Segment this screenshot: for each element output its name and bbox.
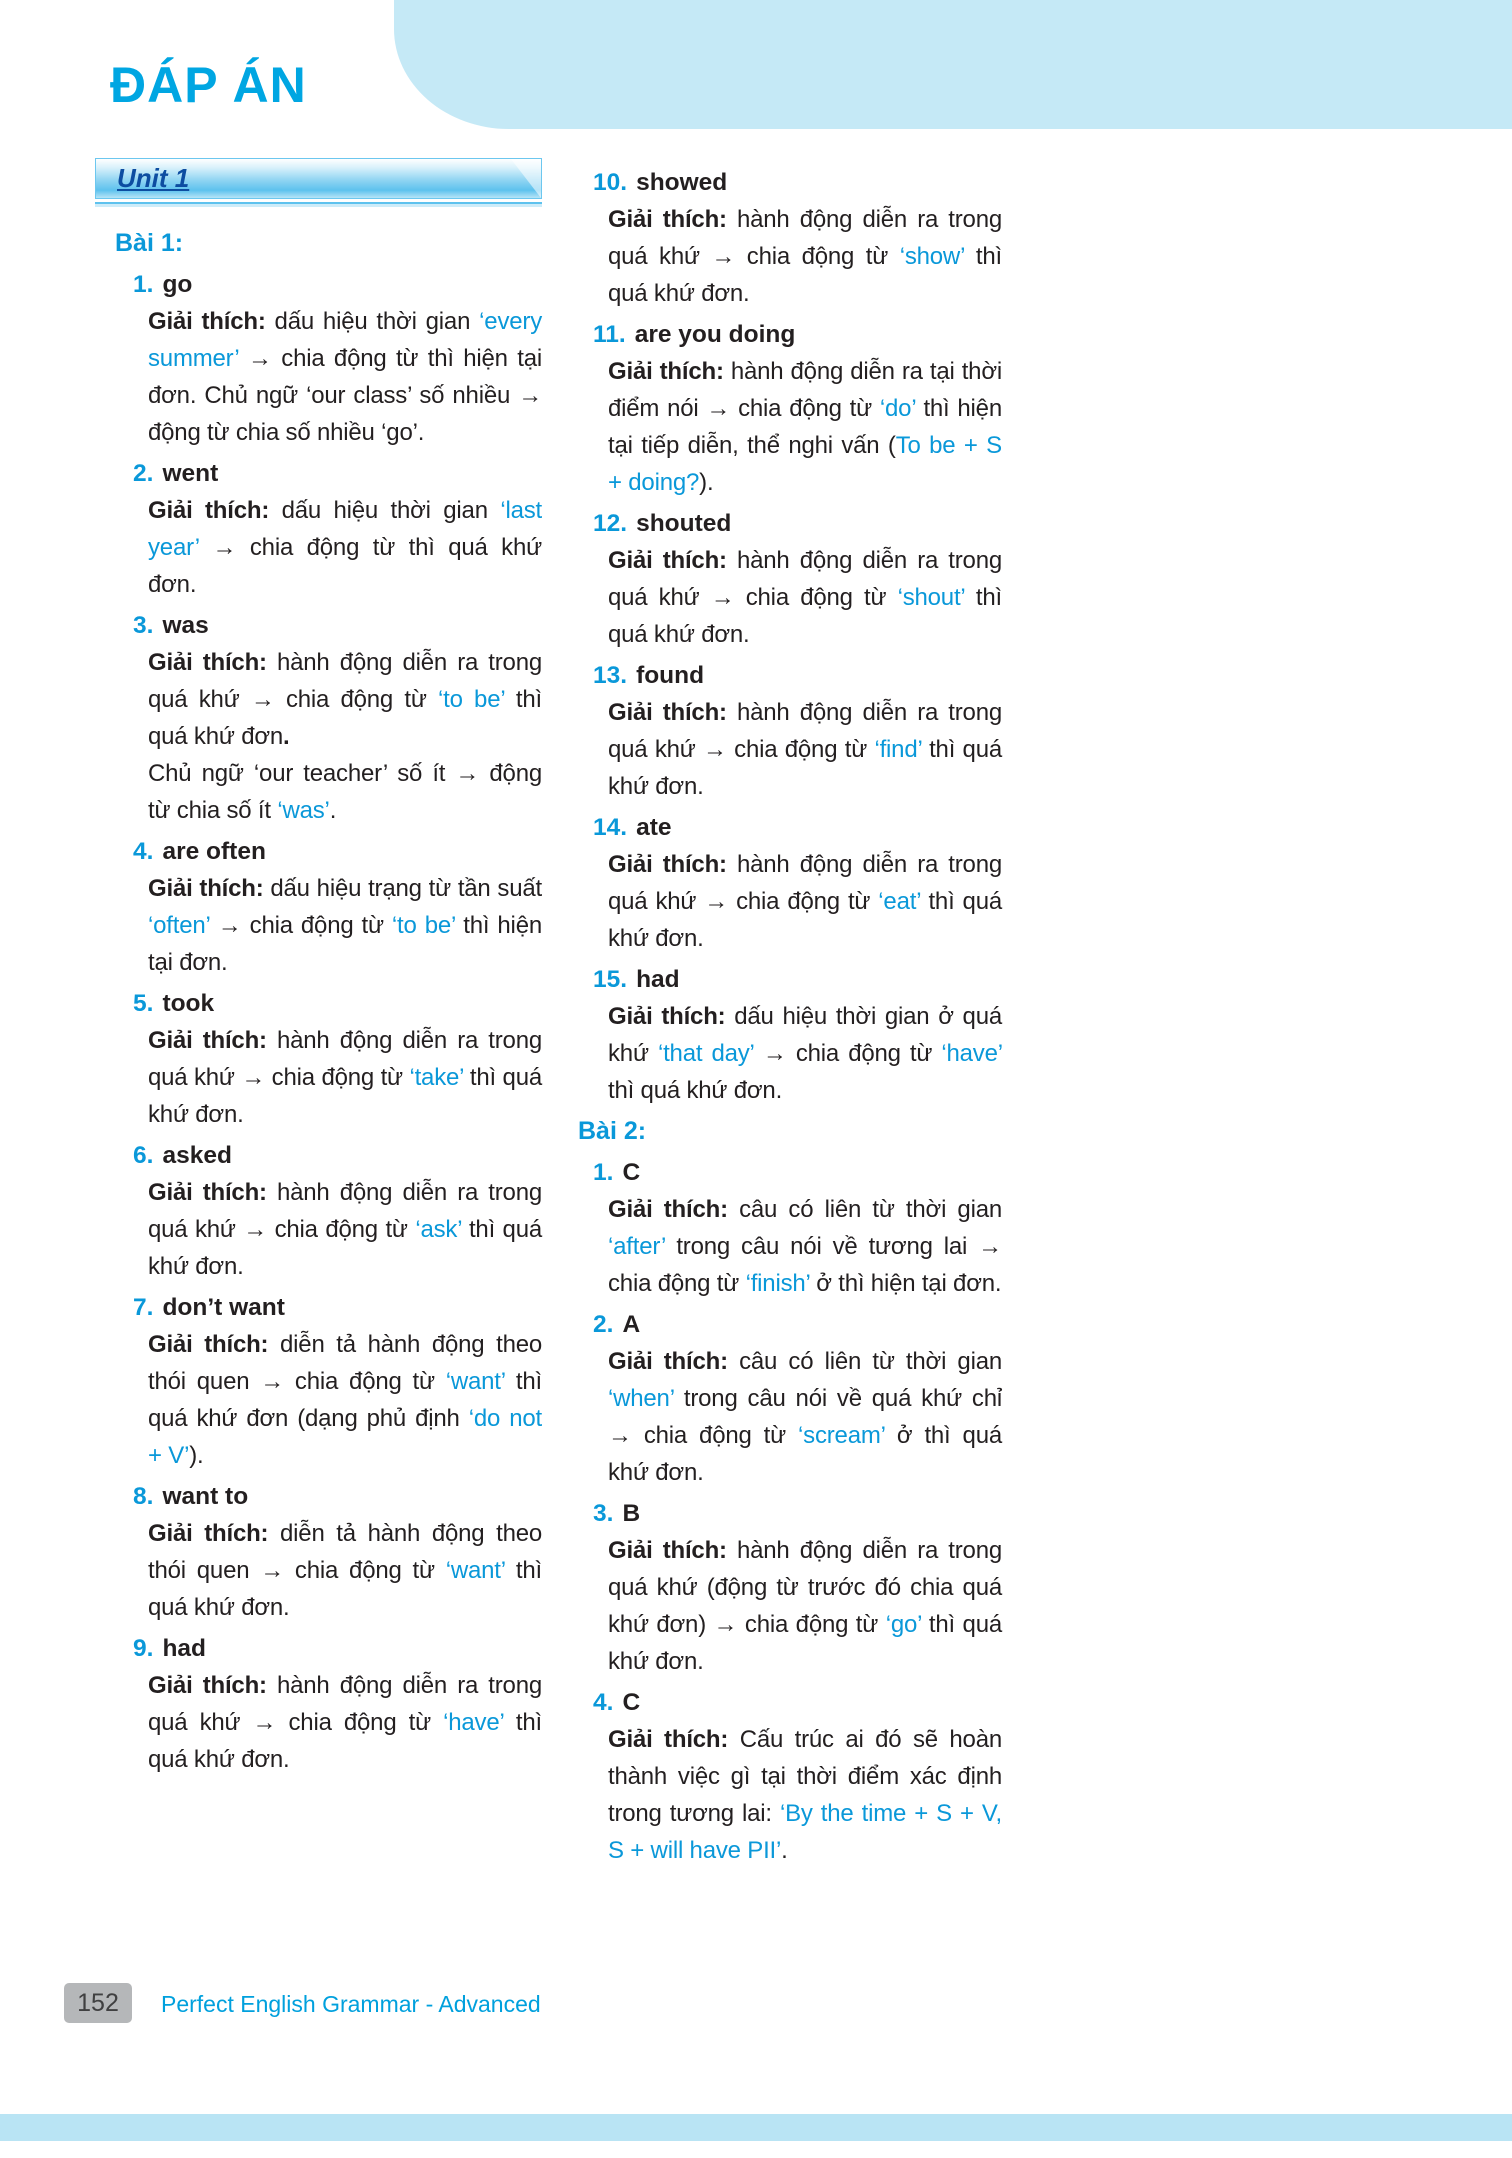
highlight-term: ‘find’ (874, 736, 922, 763)
item-answer: shouted (636, 510, 732, 537)
item-heading (593, 1495, 1002, 1532)
text-run: hành động diễn ra trong quá khứ → chia động từ (148, 1027, 542, 1091)
text-run: hành động diễn ra trong quá khứ → chia động từ (608, 547, 1002, 611)
text-run: thì quá khứ đơn. (148, 1064, 542, 1128)
text-run: Giải thích: (608, 1726, 740, 1753)
highlight-term: ‘shout’ (897, 584, 965, 611)
item-answer: don’t want (162, 1294, 285, 1321)
highlight-term: ‘last year’ (148, 497, 542, 561)
item-answer: went (162, 460, 219, 487)
explanation-paragraph (148, 644, 542, 755)
text-run: thì quá khứ đơn. (608, 888, 1002, 952)
text-run: Giải thích: (148, 1520, 281, 1547)
explanation-paragraph (608, 1191, 1002, 1302)
text-run: thì quá khứ đơn. (608, 243, 1002, 307)
text-run: hành động diễn ra trong quá khứ (động từ trước đó chia quá khứ đơn) → chia động từ (608, 1537, 1002, 1638)
highlight-term: ‘go’ (885, 1611, 922, 1638)
answer-item (95, 833, 542, 981)
text-run: Cấu trúc ai đó sẽ hoàn thành việc gì tại thời điểm xác định trong tương lai: (608, 1726, 1003, 1827)
answer-item (95, 1137, 542, 1285)
item-heading (133, 985, 542, 1022)
text-run: Giải thích: (608, 851, 737, 878)
item-heading (133, 1289, 542, 1326)
item-answer: are you doing (634, 321, 796, 348)
item-answer: ate (636, 814, 672, 841)
text-run: dấu hiệu thời gian ở quá khứ (608, 1003, 1002, 1067)
explanation-paragraph (148, 492, 542, 603)
item-heading (593, 164, 1002, 201)
highlight-term: ‘when’ (608, 1385, 674, 1412)
item-heading (593, 505, 1002, 542)
item-answer: was (162, 612, 209, 639)
explanation-paragraph (608, 1721, 1002, 1869)
explanation-paragraph (608, 694, 1002, 805)
text-run: câu có liên từ thời gian (739, 1196, 1002, 1223)
answer-item (95, 1630, 542, 1778)
item-answer: found (636, 662, 705, 689)
answer-item (95, 455, 542, 603)
explanation-paragraph (148, 1667, 542, 1778)
text-run: ở thì quá khứ đơn. (608, 1422, 1002, 1486)
item-heading (133, 1478, 542, 1515)
item-answer: C (622, 1689, 641, 1716)
text-run: thì quá khứ đơn. (148, 1216, 542, 1280)
text-run: dấu hiệu thời gian (274, 308, 480, 335)
text-run: → chia động từ thì quá khứ đơn. (148, 534, 542, 598)
text-run: thì quá khứ đơn (dạng phủ định (148, 1368, 542, 1432)
item-answer: A (622, 1311, 641, 1338)
text-run: thì quá khứ đơn (148, 686, 542, 750)
explanation-paragraph (608, 1532, 1002, 1680)
highlight-term: ‘By the time + S + V, S + will have PII’ (608, 1800, 1002, 1864)
text-run: Giải thích: (608, 1537, 737, 1564)
text-run: thì hiện tại đơn. (148, 912, 542, 976)
text-run: câu có liên từ thời gian (739, 1348, 1002, 1375)
highlight-term: ‘was’ (277, 797, 330, 824)
left-column-content (95, 225, 542, 1778)
text-run: hành động diễn ra trong quá khứ → chia động từ (608, 699, 1002, 763)
answer-item (95, 1478, 542, 1626)
item-number: 3. (593, 1500, 614, 1527)
highlight-term: ‘do not + V’ (148, 1405, 542, 1469)
text-run: thì quá khứ đơn. (608, 736, 1002, 800)
text-run: → chia động từ (753, 1040, 942, 1067)
text-run: Giải thích: (148, 308, 275, 335)
explanation-paragraph (148, 1326, 542, 1474)
text-run: . (283, 723, 290, 750)
item-heading (593, 809, 1002, 846)
highlight-term: ‘show’ (899, 243, 965, 270)
item-heading (593, 657, 1002, 694)
explanation-paragraph (148, 1174, 542, 1285)
item-number: 11. (593, 321, 626, 348)
text-run: hành động diễn ra trong quá khứ → chia động từ (148, 1179, 542, 1243)
explanation-paragraph (148, 303, 542, 451)
item-number: 13. (593, 662, 628, 689)
text-run: diễn tả hành động theo thói quen → chia động từ (148, 1331, 543, 1395)
text-run: → chia động từ (209, 912, 392, 939)
highlight-term: ‘to be’ (438, 686, 505, 713)
text-run: Giải thích: (608, 1003, 735, 1030)
answer-item (95, 266, 542, 451)
text-run: hành động diễn ra trong quá khứ → chia động từ (148, 1672, 542, 1736)
text-run: Giải thích: (148, 1672, 277, 1699)
text-run: Giải thích: (608, 206, 737, 233)
item-number: 1. (133, 271, 154, 298)
explanation-paragraph (148, 755, 542, 829)
section-heading: Bài 1: (115, 229, 184, 257)
item-answer: asked (162, 1142, 232, 1169)
left-column (95, 158, 542, 1778)
item-number: 1. (593, 1159, 614, 1186)
item-answer: had (636, 966, 680, 993)
highlight-term: ‘that day’ (657, 1040, 754, 1067)
item-heading (133, 833, 542, 870)
answer-item (578, 961, 1002, 1109)
highlight-term: ‘eat’ (878, 888, 921, 915)
text-run: hành động diễn ra trong quá khứ → chia động từ (148, 649, 542, 713)
item-heading (593, 316, 1002, 353)
item-answer: want to (162, 1483, 249, 1510)
item-heading (133, 266, 542, 303)
text-run: Giải thích: (148, 649, 277, 676)
answer-item (578, 1495, 1002, 1680)
text-run: trong câu nói về tương lai → chia động từ (608, 1233, 1002, 1297)
item-number: 3. (133, 612, 154, 639)
explanation-paragraph (148, 1515, 542, 1626)
item-number: 4. (133, 838, 154, 865)
text-run: thì quá khứ đơn. (148, 1557, 542, 1621)
item-answer: are often (162, 838, 266, 865)
item-number: 2. (133, 460, 154, 487)
item-heading (593, 961, 1002, 998)
right-column-content (578, 164, 1002, 1869)
highlight-term: ‘want’ (445, 1368, 506, 1395)
text-run: Giải thích: (148, 1027, 277, 1054)
item-number: 15. (593, 966, 628, 993)
answer-item (95, 985, 542, 1133)
highlight-term: ‘after’ (608, 1233, 666, 1260)
text-run: dấu hiệu thời gian (281, 497, 501, 524)
explanation-paragraph (608, 353, 1002, 501)
highlight-term: ‘every summer’ (148, 308, 542, 372)
item-answer: go (162, 271, 193, 298)
item-answer: B (622, 1500, 641, 1527)
highlight-term: ‘to be’ (391, 912, 456, 939)
answer-item (95, 607, 542, 829)
item-number: 8. (133, 1483, 154, 1510)
item-number: 6. (133, 1142, 154, 1169)
item-number: 7. (133, 1294, 154, 1321)
text-run: Chủ ngữ ‘our teacher’ số ít → động từ chia số ít (148, 760, 542, 824)
highlight-term: ‘ask’ (415, 1216, 462, 1243)
item-heading (133, 607, 542, 644)
text-run: hành động diễn ra trong quá khứ → chia động từ (608, 851, 1002, 915)
text-run: ). (699, 469, 714, 496)
text-run: Giải thích: (148, 875, 271, 902)
right-column (578, 160, 1002, 1869)
answer-item (578, 505, 1002, 653)
book-title: Perfect English Grammar - Advanced (161, 1991, 541, 2017)
highlight-term: ‘often’ (148, 912, 210, 939)
text-run: ở thì hiện tại đơn. (809, 1270, 1002, 1297)
item-heading (593, 1306, 1002, 1343)
item-heading (133, 1137, 542, 1174)
page-title: ĐÁP ÁN (110, 57, 307, 113)
text-run: hành động diễn ra tại thời điểm nói → chia động từ (608, 358, 1002, 422)
page-number-badge: 152 (64, 1983, 132, 2023)
item-heading (133, 455, 542, 492)
text-run: Giải thích: (148, 1179, 277, 1206)
answer-item (95, 1289, 542, 1474)
item-number: 12. (593, 510, 628, 537)
highlight-term: To be + S + doing? (608, 432, 1002, 496)
item-answer: C (622, 1159, 641, 1186)
explanation-paragraph (608, 201, 1002, 312)
item-number: 5. (133, 990, 154, 1017)
text-run: hành động diễn ra trong quá khứ → chia động từ (608, 206, 1002, 270)
item-answer: took (162, 990, 215, 1017)
unit-banner-label: Unit 1 (117, 163, 190, 193)
text-run: Giải thích: (608, 547, 737, 574)
text-run: . (781, 1837, 788, 1864)
answer-item (578, 657, 1002, 805)
explanation-paragraph (608, 542, 1002, 653)
explanation-paragraph (148, 1022, 542, 1133)
answer-item (578, 1684, 1002, 1869)
text-run: Giải thích: (608, 1348, 740, 1375)
answer-item (578, 164, 1002, 312)
header-cyan-band (394, 0, 1512, 129)
explanation-paragraph (608, 1343, 1002, 1491)
highlight-term: ‘finish’ (745, 1270, 810, 1297)
section-heading: Bài 2: (578, 1117, 647, 1145)
text-run: . (329, 797, 337, 824)
text-run: → chia động từ thì hiện tại đơn. Chủ ngữ ‘our class’ số nhiều → động từ chia số nhiều ‘go’. (148, 345, 542, 446)
item-heading (133, 1630, 542, 1667)
item-number: 10. (593, 169, 628, 196)
text-run: diễn tả hành động theo thói quen → chia động từ (148, 1520, 543, 1584)
unit-banner (95, 158, 542, 199)
text-run: thì quá khứ đơn. (608, 1077, 783, 1104)
text-run: thì quá khứ đơn. (148, 1709, 542, 1773)
text-run: thì quá khứ đơn. (608, 584, 1002, 648)
highlight-term: ‘do’ (879, 395, 916, 422)
explanation-paragraph (148, 870, 542, 981)
text-run: thì quá khứ đơn. (608, 1611, 1003, 1675)
text-run: Giải thích: (148, 1331, 281, 1358)
highlight-term: ‘have’ (443, 1709, 504, 1736)
text-run: dấu hiệu trạng từ tần suất (270, 875, 542, 902)
item-number: 4. (593, 1689, 614, 1716)
highlight-term: ‘scream’ (798, 1422, 885, 1449)
highlight-term: ‘want’ (445, 1557, 506, 1584)
text-run: Giải thích: (608, 699, 737, 726)
text-run: Giải thích: (608, 1196, 740, 1223)
answer-item (578, 316, 1002, 501)
text-run: trong câu nói về quá khứ chỉ → chia động từ (608, 1385, 1002, 1449)
explanation-paragraph (608, 998, 1002, 1109)
highlight-term: ‘have’ (941, 1040, 1002, 1067)
text-run: thì hiện tại tiếp diễn, thể nghi vấn ( (608, 395, 1002, 459)
answer-item (578, 1154, 1002, 1302)
answer-item (578, 809, 1002, 957)
item-answer: showed (636, 169, 728, 196)
text-run: ). (189, 1442, 204, 1469)
item-number: 14. (593, 814, 628, 841)
answer-item (578, 1306, 1002, 1491)
item-number: 9. (133, 1635, 154, 1662)
banner-fold-decoration (511, 159, 541, 198)
item-number: 2. (593, 1311, 614, 1338)
text-run: Giải thích: (148, 497, 282, 524)
item-heading (593, 1154, 1002, 1191)
explanation-paragraph (608, 846, 1002, 957)
item-heading (593, 1684, 1002, 1721)
item-answer: had (162, 1635, 206, 1662)
text-run: Giải thích: (608, 358, 731, 385)
bottom-cyan-bar (0, 2114, 1512, 2141)
highlight-term: ‘take’ (409, 1064, 464, 1091)
